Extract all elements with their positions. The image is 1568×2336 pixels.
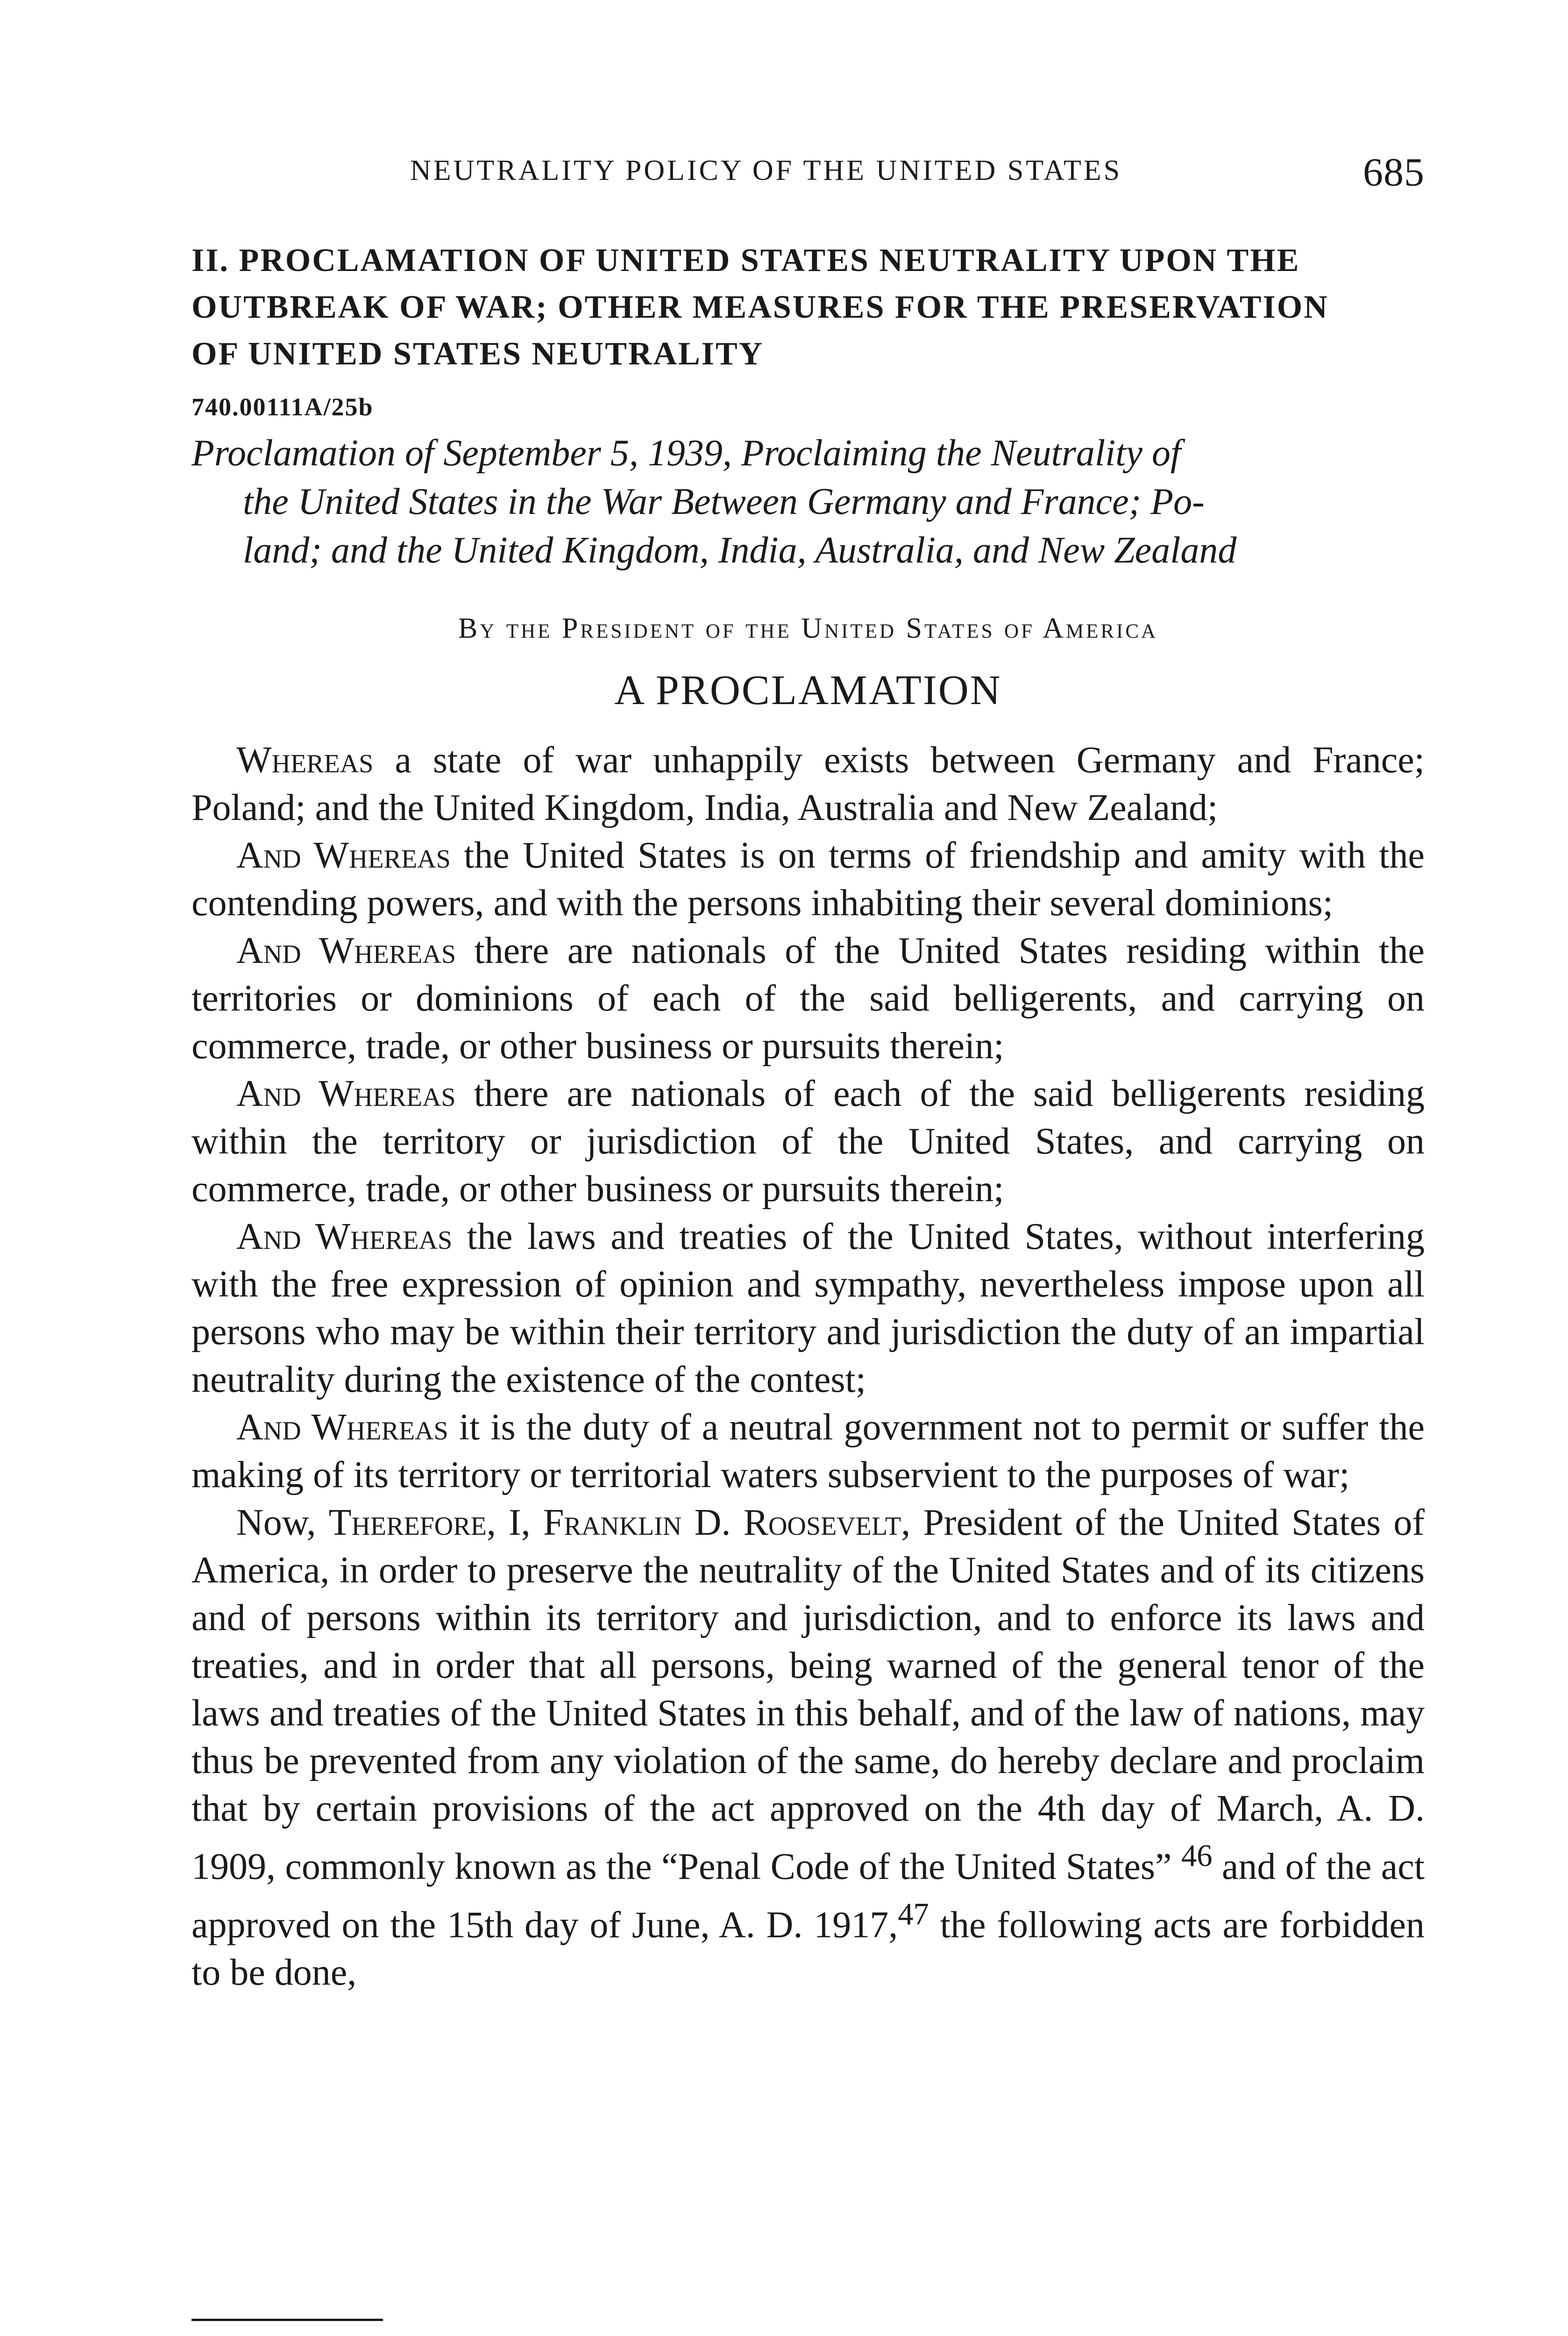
paragraph-text: there are nationals of each of the said belligerents residing within the territory or jurisdiction of the United States, and carrying on commerce, trade, or other business or pursuits therein; — [192, 1073, 1425, 1210]
president-first-name: Franklin — [543, 1502, 682, 1543]
footnote — [192, 2331, 845, 2336]
document-title-line-3: land; and the United Kingdom, India, Australia, and New Zealand — [243, 530, 1237, 571]
proclamation-heading: A PROCLAMATION — [614, 667, 1002, 713]
section-heading: II. PROCLAMATION OF UNITED STATES NEUTRALITY UPON THE OUTBREAK OF WAR; OTHER MEASURES FOR THE PRESERVATION OF UNITED STATES NEUTRALITY — [192, 242, 1329, 372]
whereas-paragraph — [192, 1213, 1425, 1403]
therefore-paragraph — [192, 1499, 1425, 1996]
paragraph-text: there are nationals of the United States residing within the territories or dominions of each of the said belligerents, and carrying on commerce, trade, or other business or pursuits therein; — [192, 930, 1425, 1067]
byline: By the President of the United States of America — [458, 612, 1158, 644]
president-last-name: Roosevelt — [743, 1502, 901, 1543]
whereas-paragraph — [192, 736, 1425, 832]
footnotes — [192, 2331, 845, 2336]
paragraph-lead: And Whereas — [236, 1407, 448, 1448]
proclamation-body — [192, 736, 1425, 1996]
paragraph-lead: And Whereas — [236, 835, 451, 876]
footnote-reference[interactable]: 47 — [898, 1897, 929, 1931]
president-middle-initial: D. — [681, 1502, 744, 1543]
whereas-paragraph — [192, 1070, 1425, 1213]
footnote-reference[interactable]: 46 — [1181, 1839, 1213, 1873]
comma-i: , I, — [486, 1502, 543, 1543]
paragraph-text: the United States is on terms of friendship and amity with the contending powers, and with the persons inhabiting their several dominions; — [192, 835, 1425, 924]
paragraph-text: a state of war unhappily exists between Germany and France; Poland; and the United Kingdom, India, Australia and New Zealand; — [192, 740, 1425, 828]
paragraph-lead: And Whereas — [236, 1073, 456, 1114]
footnote-divider — [192, 2319, 383, 2321]
paragraph-text: , President of the United States of America, in order to preserve the neutrality of the United States and of its citizens and of persons within its territory and jurisdiction, and to enforce its laws and treaties, and in order that all persons, being warned of the general tenor of the laws and treaties of the United States in this behalf, and of the law of nations, may thus be prevented from any violation of the same, do hereby declare and proclaim that by certain provisions of the act approved on the 4th day of March, A. D. 1909, commonly known as the “Penal Code of the United States” — [192, 1502, 1425, 1887]
file-number: 740.00111A/25b — [192, 393, 374, 421]
page-number: 685 — [1363, 150, 1425, 194]
now-word: Now, — [236, 1502, 329, 1543]
running-head-title: NEUTRALITY POLICY OF THE UNITED STATES — [410, 155, 1122, 186]
document-title-line-1: Proclamation of September 5, 1939, Proclaiming the Neutrality of — [192, 433, 1181, 474]
paragraph-lead: And Whereas — [236, 1216, 453, 1257]
therefore-word: Therefore — [328, 1502, 487, 1543]
document-title — [192, 429, 1425, 575]
paragraph-text: and of the act approved on the 15th day of June, A. D. 1917, — [192, 1846, 1425, 1946]
paragraph-lead: Whereas — [236, 740, 374, 781]
whereas-paragraph — [192, 927, 1425, 1070]
paragraph-text: the laws and treaties of the United States, without interfering with the free expression of opinion and sympathy, nevertheless impose upon all persons who may be within their territory and jurisdiction the duty of an impartial neutrality during the existence of the contest; — [192, 1216, 1425, 1400]
whereas-paragraph — [192, 832, 1425, 927]
paragraph-lead: And Whereas — [236, 930, 456, 971]
document-title-line-2: the United States in the War Between Germany and France; Po- — [243, 481, 1205, 522]
paragraph-text: the following acts are forbidden to be done, — [192, 1904, 1425, 1994]
paragraph-text: it is the duty of a neutral government not to permit or suffer the making of its territory or territorial waters subservient to the purposes of war; — [192, 1407, 1425, 1496]
whereas-paragraph — [192, 1403, 1425, 1499]
